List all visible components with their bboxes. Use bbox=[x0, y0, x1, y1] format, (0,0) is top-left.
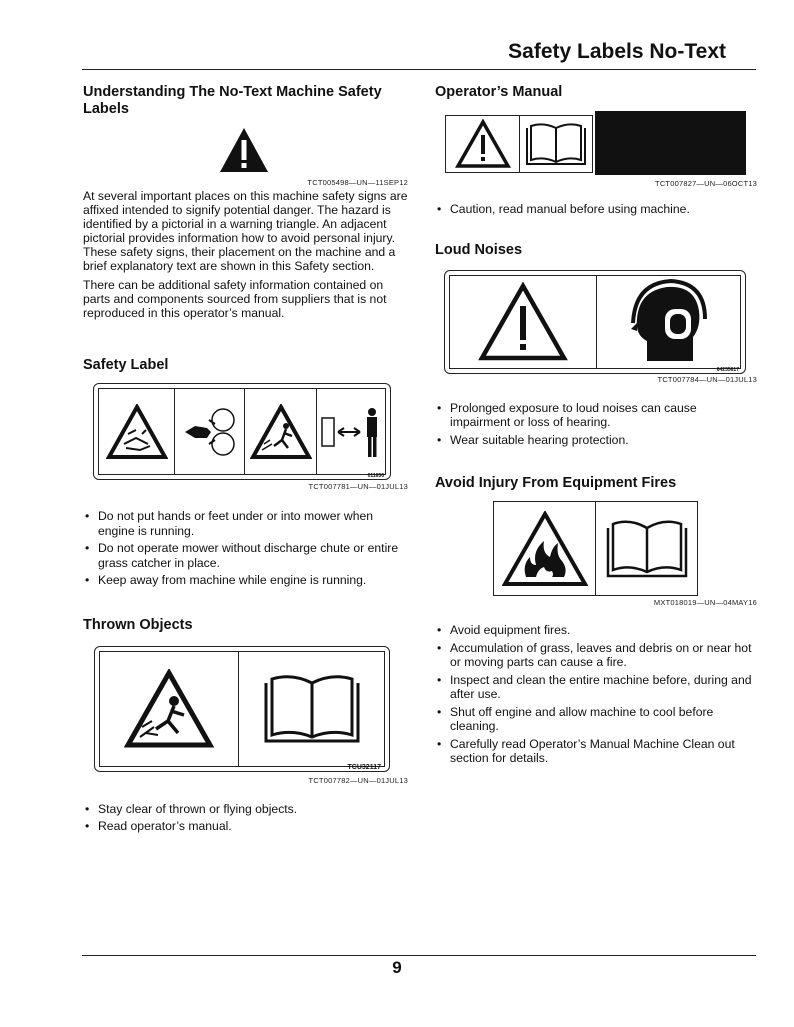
list-item: • Accumulation of grass, leaves and debris on or near hot or moving parts can cause a fire. bbox=[435, 641, 757, 670]
thrown-objects-fig-code: TCT007782—UN—01JUL13 bbox=[308, 775, 408, 785]
thrown-objects-bullets bbox=[83, 802, 408, 834]
operators-manual-fig-code: TCT007827—UN—06OCT13 bbox=[655, 179, 757, 188]
warning-triangle-icon bbox=[455, 119, 511, 169]
understanding-para-1: At several important places on this machine safety signs are affixed intended to signify potential danger. The hazard is identified by a pictorial in a warning triangle. An adjacent pictorial provides information how to avoid personal injury. These safety signs, their placement on the machine and a brief explanatory text are shown in this Safety section. bbox=[83, 189, 408, 273]
fire-warning-icon bbox=[502, 511, 588, 587]
open-book-icon bbox=[260, 669, 364, 749]
thrown-objects-heading: Thrown Objects bbox=[83, 616, 193, 633]
list-item: • Carefully read Operator’s Manual Machine Clean out section for details. bbox=[435, 737, 757, 766]
left-column bbox=[83, 84, 408, 837]
page-title-text: Safety Labels No-Text bbox=[508, 40, 726, 63]
blade-cell bbox=[175, 389, 245, 474]
safe-distance-cell bbox=[317, 389, 385, 474]
loud-noises-fig-code: TCT007784—UN—01JUL13 bbox=[657, 374, 757, 384]
list-item: • Do not put hands or feet under or into mower when engine is running. bbox=[83, 509, 408, 538]
caution-cell bbox=[446, 116, 520, 172]
open-book-icon bbox=[524, 120, 588, 168]
operators-manual-bullets bbox=[435, 202, 757, 217]
fire-warning-cell bbox=[494, 502, 596, 595]
thrown-objects-label-graphic bbox=[94, 646, 390, 772]
understanding-heading: Understanding The No-Text Machine Safety Labels bbox=[83, 84, 382, 117]
open-book-icon bbox=[604, 516, 690, 582]
noise-warning-cell bbox=[450, 276, 597, 368]
safety-label-part-code: 011656 bbox=[367, 473, 384, 479]
list-item: • Caution, read manual before using machine. bbox=[435, 202, 757, 217]
loud-noises-part-code: 64235617 bbox=[716, 366, 739, 373]
thrown-object-warning-icon bbox=[250, 404, 312, 460]
footer-rule bbox=[82, 955, 756, 956]
fire-manual-cell bbox=[596, 502, 697, 595]
hand-hazard-cell bbox=[99, 389, 175, 474]
equipment-fires-fig-code: MXT018019—UN—04MAY16 bbox=[653, 598, 757, 607]
black-panel bbox=[595, 111, 746, 175]
safety-label-fig-code: TCT007781—UN—01JUL13 bbox=[308, 482, 408, 491]
list-item: • Prolonged exposure to loud noises can cause impairment or loss of hearing. bbox=[435, 401, 757, 430]
title-rule bbox=[82, 69, 756, 70]
keep-away-distance-icon bbox=[318, 402, 384, 462]
thrown-object-warning-cell bbox=[245, 389, 317, 474]
hand-injury-warning-icon bbox=[106, 404, 168, 460]
right-column bbox=[435, 84, 757, 769]
list-item: • Do not operate mower without discharge chute or entire grass catcher in place. bbox=[83, 541, 408, 570]
manual-cell bbox=[520, 116, 592, 172]
hearing-protection-icon bbox=[629, 279, 709, 365]
understanding-fig-code: TCT005498—UN—11SEP12 bbox=[307, 178, 408, 187]
thrown-object-warning-icon bbox=[124, 669, 214, 749]
page-number: 9 bbox=[392, 958, 402, 977]
safety-label-heading: Safety Label bbox=[83, 357, 169, 373]
warning-triangle-icon bbox=[478, 282, 568, 362]
manual-label-panel bbox=[445, 115, 593, 173]
read-manual-cell bbox=[239, 652, 384, 766]
loud-noises-heading: Loud Noises bbox=[435, 241, 523, 258]
safety-label-graphic bbox=[93, 383, 391, 480]
equipment-fires-bullets bbox=[435, 623, 757, 766]
warning-triangle-figure bbox=[83, 126, 408, 176]
safety-label-bullets bbox=[83, 509, 408, 588]
understanding-para-2: There can be additional safety information contained on parts and components sourced from suppliers that is not reproduced in this operator’s manual. bbox=[83, 278, 387, 320]
list-item: • Stay clear of thrown or flying objects. bbox=[83, 802, 408, 817]
list-item: • Keep away from machine while engine is running. bbox=[83, 573, 408, 588]
list-item: • Wear suitable hearing protection. bbox=[435, 433, 757, 448]
operators-manual-heading: Operator’s Manual bbox=[435, 84, 563, 100]
rotating-blade-icon bbox=[179, 402, 241, 462]
list-item: • Read operator’s manual. bbox=[83, 819, 408, 834]
loud-noises-bullets bbox=[435, 401, 757, 448]
equipment-fires-heading: Avoid Injury From Equipment Fires bbox=[435, 475, 677, 491]
page-title bbox=[0, 40, 754, 64]
warning-triangle-icon bbox=[218, 126, 270, 174]
list-item: • Avoid equipment fires. bbox=[435, 623, 757, 638]
equipment-fires-label-graphic bbox=[493, 501, 698, 596]
hearing-protection-cell bbox=[597, 276, 740, 368]
operators-manual-label-graphic bbox=[445, 111, 745, 175]
list-item: • Shut off engine and allow machine to cool before cleaning. bbox=[435, 705, 757, 734]
thrown-objects-part-code: TCU32117 bbox=[347, 763, 381, 771]
list-item: • Inspect and clean the entire machine before, during and after use. bbox=[435, 673, 757, 702]
loud-noises-label-graphic bbox=[444, 270, 746, 374]
thrown-object-hazard-cell bbox=[100, 652, 239, 766]
